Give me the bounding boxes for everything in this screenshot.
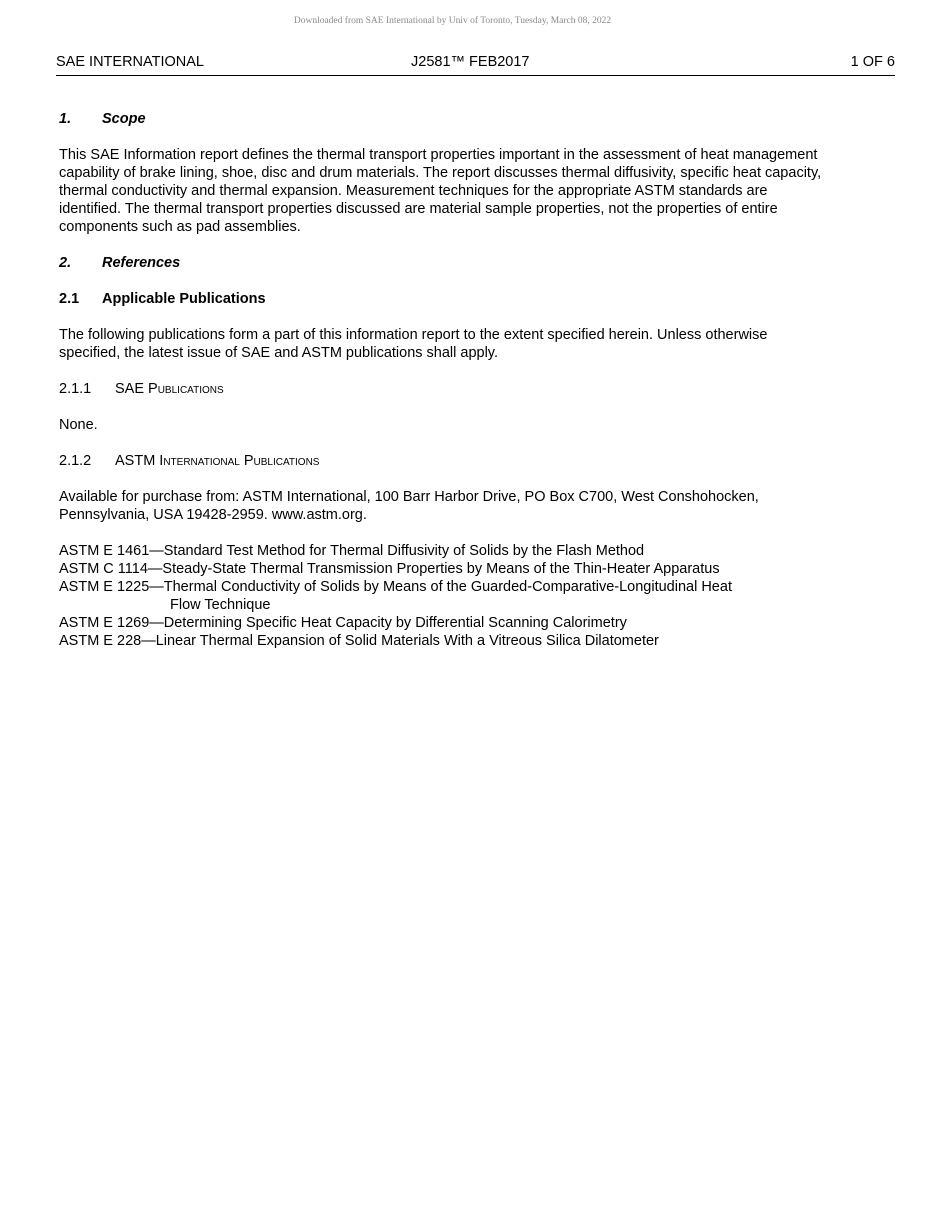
subsubsection-astm-heading [59,452,829,470]
section-references-heading [59,254,829,272]
reference-continuation: Flow Technique [170,597,271,613]
reference-item [59,578,829,614]
reference-item [59,632,829,650]
reference-item [59,542,829,560]
subsection-applicable-heading [59,290,829,308]
subsubsection-title: SAE Publications [115,381,224,397]
page-header [56,53,895,76]
section-scope-heading [59,110,829,128]
reference-line: ASTM E 1225—Thermal Conductivity of Solids by Means of the Guarded-Comparative-Longitudinal Heat [59,579,732,595]
download-watermark: Downloaded from SAE International by Univ of Toronto, Tuesday, March 08, 2022 [293,16,612,26]
applicable-paragraph: The following publications form a part of this information report to the extent specified herein. Unless otherwise specified, the latest issue of SAE and ASTM publications shall apply. [59,327,768,361]
section-number: 2. [59,255,72,271]
subsubsection-title: ASTM International Publications [115,453,320,469]
subsection-title: Applicable Publications [102,291,266,307]
sae-pubs-paragraph: None. [59,417,98,433]
section-title: Scope [102,111,146,127]
scope-paragraph: This SAE Information report defines the thermal transport properties important in the assessment of heat management capability of brake lining, shoe, disc and drum materials. The report discusses thermal diffusivity, specific heat capacity, thermal conductivity and thermal expansion. Measurement techniques for the appropriate ASTM standards are identified. The thermal transport properties discussed are material sample properties, not the properties of entire components such as pad assemblies. [59,147,822,235]
reference-item [59,560,829,578]
subsection-number: 2.1 [59,291,80,307]
reference-line: ASTM E 1269—Determining Specific Heat Capacity by Differential Scanning Calorimetry [59,615,627,631]
document-body [59,110,829,650]
header-page-number: 1 OF 6 [850,54,895,70]
subsubsection-sae-heading [59,380,829,398]
subsubsection-number: 2.1.1 [59,381,92,397]
reference-line: ASTM E 228—Linear Thermal Expansion of Solid Materials With a Vitreous Silica Dilatometer [59,633,659,649]
section-title: References [102,255,181,271]
section-number: 1. [59,111,72,127]
header-doc-id: J2581™ FEB2017 [411,54,530,70]
reference-item [59,614,829,632]
astm-reference-list [59,542,829,650]
subsubsection-number: 2.1.2 [59,453,92,469]
reference-line: ASTM E 1461—Standard Test Method for Thermal Diffusivity of Solids by the Flash Method [59,543,645,559]
astm-pubs-paragraph: Available for purchase from: ASTM International, 100 Barr Harbor Drive, PO Box C700, West Conshohocken, Pennsylvania, USA 19428-2959. www.astm.org. [59,489,759,523]
header-org: SAE INTERNATIONAL [56,54,204,70]
reference-line: ASTM C 1114—Steady-State Thermal Transmission Properties by Means of the Thin-Heater Apparatus [59,561,720,577]
